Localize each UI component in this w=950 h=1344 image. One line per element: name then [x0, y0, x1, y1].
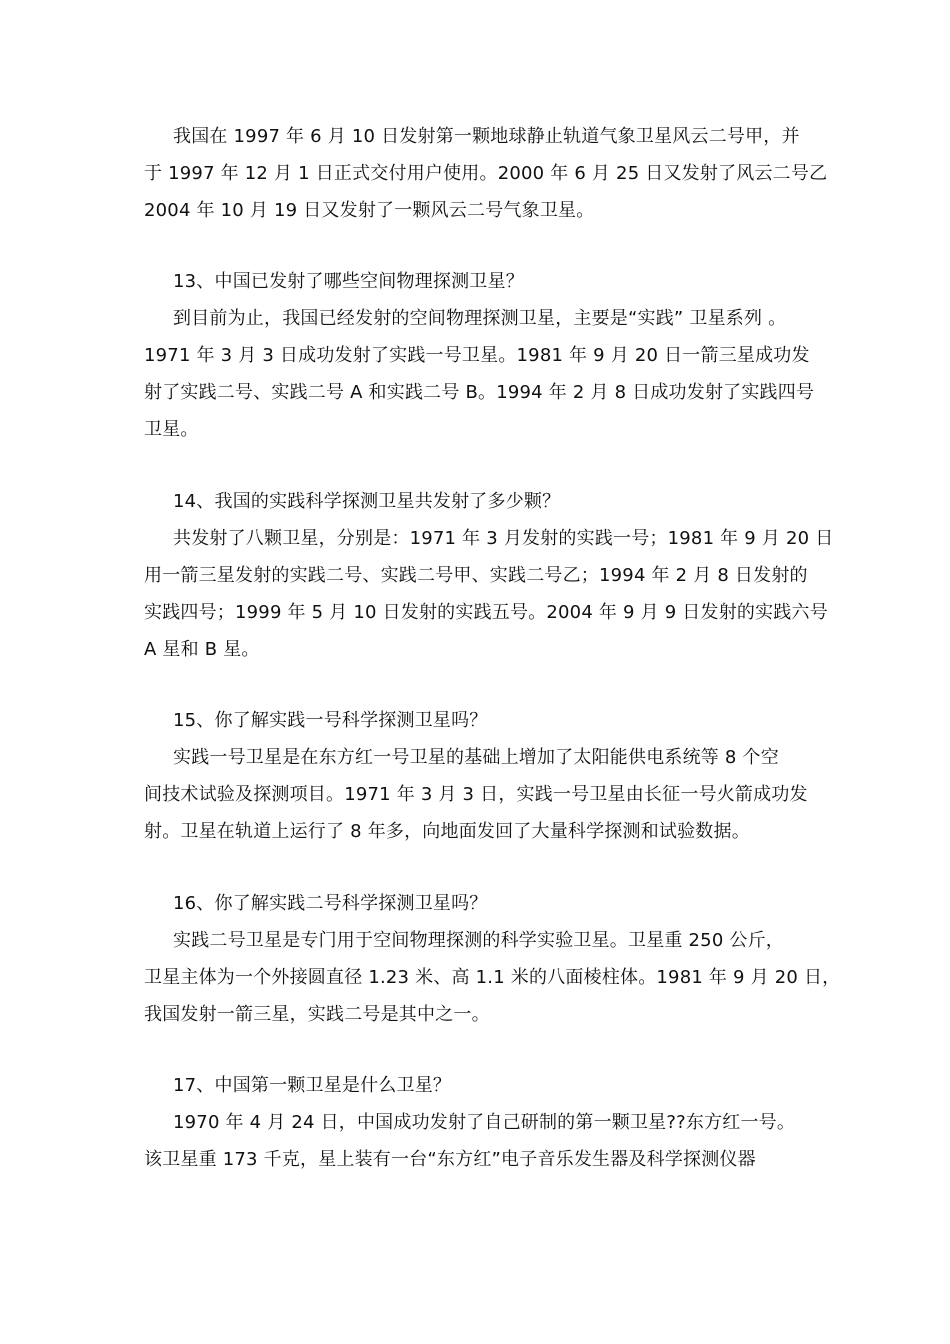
paragraph-line: 1970 年 4 月 24 日，中国成功发射了自己研制的第一颗卫星??东方红一号。 — [173, 1112, 796, 1133]
paragraph-line: 卫星。 — [144, 419, 199, 440]
paragraph-line: 实践一号卫星是在东方红一号卫星的基础上增加了太阳能供电系统等 8 个空 — [173, 747, 779, 768]
paragraph-line: 实践四号；1999 年 5 月 10 日发射的实践五号。2004 年 9 月 9 日发射的实践六号 — [144, 602, 828, 623]
question-heading: 17、中国第一颗卫星是什么卫星？ — [173, 1075, 452, 1096]
question-heading: 14、我国的实践科学探测卫星共发射了多少颗？ — [173, 491, 561, 512]
paragraph-line: 于 1997 年 12 月 1 日正式交付用户使用。2000 年 6 月 25 日又发射了风云二号乙 — [144, 163, 828, 184]
paragraph-line: 实践二号卫星是专门用于空间物理探测的科学实验卫星。卫星重 250 公斤， — [173, 930, 784, 951]
paragraph-line: 射。卫星在轨道上运行了 8 年多，向地面发回了大量科学探测和试验数据。 — [144, 821, 750, 842]
question-heading: 13、中国已发射了哪些空间物理探测卫星？ — [173, 271, 524, 292]
paragraph-line: 用一箭三星发射的实践二号、实践二号甲、实践二号乙；1994 年 2 月 8 日发射的 — [144, 565, 808, 586]
paragraph-line: 射了实践二号、实践二号 A 和实践二号 B。1994 年 2 月 8 日成功发射了实践四号 — [144, 382, 815, 403]
question-heading: 15、你了解实践一号科学探测卫星吗？ — [173, 710, 488, 731]
paragraph-line: 我国发射一箭三星，实践二号是其中之一。 — [144, 1004, 490, 1025]
paragraph-line: A 星和 B 星。 — [144, 639, 260, 660]
paragraph-line: 2004 年 10 月 19 日又发射了一颗风云二号气象卫星。 — [144, 200, 595, 221]
question-heading: 16、你了解实践二号科学探测卫星吗？ — [173, 893, 488, 914]
paragraph-line: 到目前为止，我国已经发射的空间物理探测卫星，主要是“实践” 卫星系列 。 — [173, 308, 787, 329]
paragraph-line: 共发射了八颗卫星，分别是：1971 年 3 月发射的实践一号；1981 年 9 月 20 日 — [173, 528, 834, 549]
paragraph-line: 卫星主体为一个外接圆直径 1.23 米、高 1.1 米的八面棱柱体。1981 年 9 月 20 日， — [144, 967, 841, 988]
paragraph-line: 该卫星重 173 千克，星上装有一台“东方红”电子音乐发生器及科学探测仪器 — [144, 1149, 756, 1170]
paragraph-line: 我国在 1997 年 6 月 10 日发射第一颗地球静止轨道气象卫星风云二号甲，并 — [173, 126, 800, 147]
paragraph-line: 间技术试验及探测项目。1971 年 3 月 3 日，实践一号卫星由长征一号火箭成功发 — [144, 784, 808, 805]
paragraph-line: 1971 年 3 月 3 日成功发射了实践一号卫星。1981 年 9 月 20 日一箭三星成功发 — [144, 345, 810, 366]
